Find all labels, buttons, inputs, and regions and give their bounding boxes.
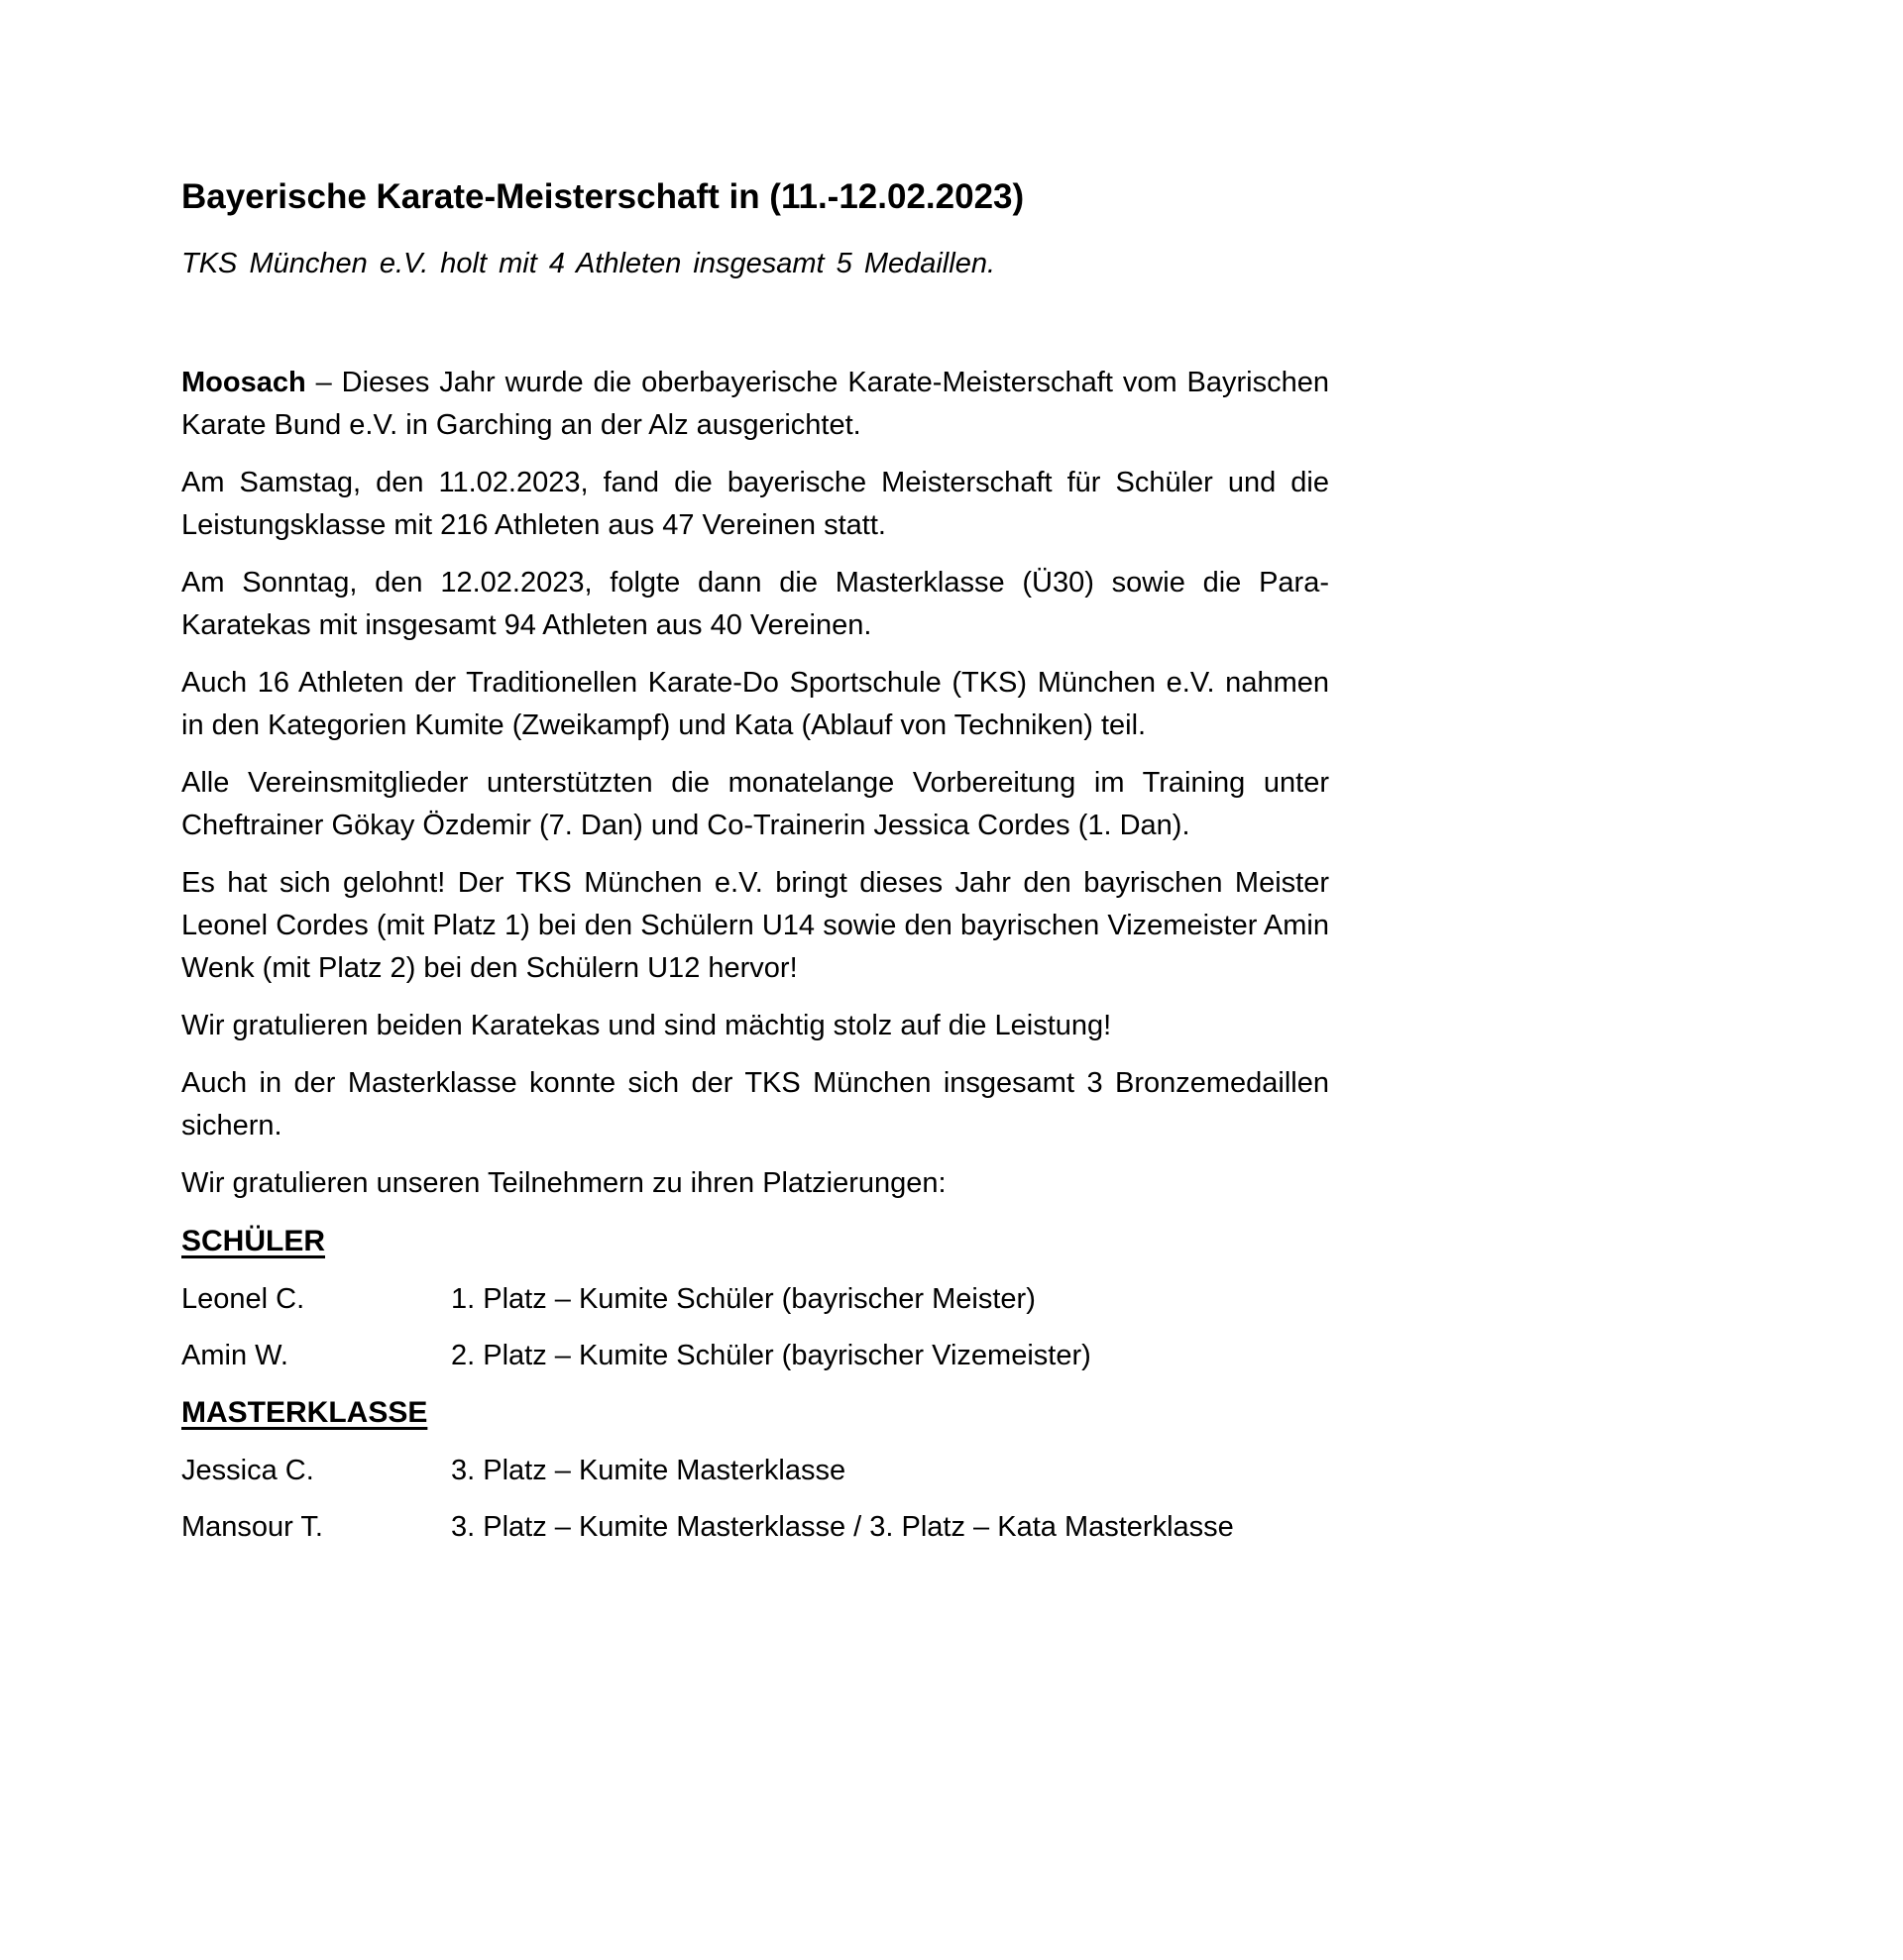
paragraph-moosach <box>181 362 1329 447</box>
document-content <box>181 176 1329 1549</box>
document-subtitle: TKS München e.V. holt mit 4 Athleten insgesamt 5 Medaillen. <box>181 248 996 279</box>
paragraph-tks-teilnahme: Auch 16 Athleten der Traditionellen Karate-Do Sportschule (TKS) München e.V. nahmen in den Kategorien Kumite (Zweikampf) und Kata (Ablauf von Techniken) teil. <box>181 666 1329 741</box>
paragraph-samstag: Am Samstag, den 11.02.2023, fand die bayerische Meisterschaft für Schüler und die Leistungsklasse mit 216 Athleten aus 47 Vereinen statt. <box>181 466 1329 541</box>
athlete-result: 3. Platz – Kumite Masterklasse / 3. Platz – Kata Masterklasse <box>451 1510 1234 1543</box>
paragraph-gratulation-karatekas: Wir gratulieren beiden Karatekas und sind mächtig stolz auf die Leistung! <box>181 1009 1112 1041</box>
paragraph-sonntag: Am Sonntag, den 12.02.2023, folgte dann die Masterklasse (Ü30) sowie die Para-Karatekas mit insgesamt 94 Athleten aus 40 Vereinen. <box>181 566 1329 641</box>
athlete-result: 1. Platz – Kumite Schüler (bayrischer Meister) <box>451 1282 1036 1315</box>
paragraph-lead-word: Moosach <box>181 366 306 398</box>
athlete-name: Leonel C. <box>181 1282 305 1315</box>
result-row <box>181 1335 1329 1377</box>
paragraph-text: – Dieses Jahr wurde die oberbayerische Karate-Meisterschaft vom Bayrischen Karate Bund e.V. in Garching an der Alz ausgerichtet. <box>181 366 1329 441</box>
result-row <box>181 1278 1329 1321</box>
athlete-name: Mansour T. <box>181 1510 323 1543</box>
athlete-result: 2. Platz – Kumite Schüler (bayrischer Vizemeister) <box>451 1339 1091 1371</box>
paragraph-platzierungen-intro: Wir gratulieren unseren Teilnehmern zu ihren Platzierungen: <box>181 1166 947 1199</box>
result-row <box>181 1506 1329 1549</box>
paragraph-masterklasse-bronze: Auch in der Masterklasse konnte sich der TKS München insgesamt 3 Bronzemedaillen sichern. <box>181 1066 1329 1142</box>
paragraph-vorbereitung: Alle Vereinsmitglieder unterstützten die monatelange Vorbereitung im Training unter Cheftrainer Gökay Özdemir (7. Dan) und Co-Trainerin Jessica Cordes (1. Dan). <box>181 766 1329 841</box>
result-row <box>181 1450 1329 1492</box>
section-heading-schueler: SCHÜLER <box>181 1224 326 1257</box>
section-heading-masterklasse: MASTERKLASSE <box>181 1395 428 1429</box>
athlete-result: 3. Platz – Kumite Masterklasse <box>451 1454 846 1486</box>
document-title: Bayerische Karate-Meisterschaft in (11.-12.02.2023) <box>181 177 1025 216</box>
athlete-name: Amin W. <box>181 1339 288 1371</box>
paragraph-gelohnt: Es hat sich gelohnt! Der TKS München e.V. bringt dieses Jahr den bayrischen Meister Leonel Cordes (mit Platz 1) bei den Schülern U14 sowie den bayrischen Vizemeister Amin Wenk (mit Platz 2) bei den Schülern U12 hervor! <box>181 866 1329 984</box>
athlete-name: Jessica C. <box>181 1454 314 1486</box>
